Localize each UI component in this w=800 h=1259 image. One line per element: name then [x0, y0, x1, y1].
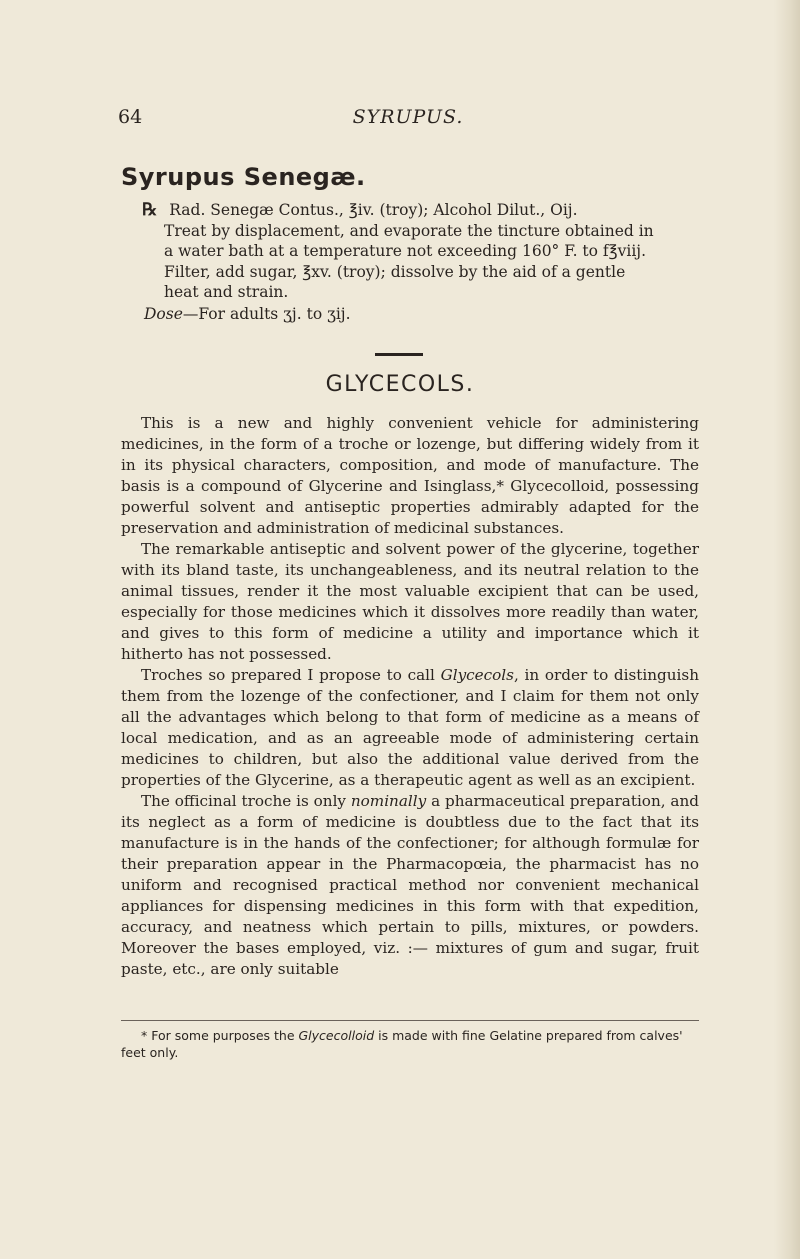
paragraph [121, 791, 699, 980]
recipe-line [142, 200, 702, 221]
page-number: 64 [118, 106, 143, 128]
dose-text: —For adults ʒj. to ʒij. [182, 305, 351, 323]
italic-term: nominally [350, 792, 427, 810]
recipe-body [142, 200, 702, 303]
paragraph: The remarkable antiseptic and solvent power of the glycerine, together with its bland taste, its unchangeableness, and its neutral relation to the animal tissues, render it the most valuable excipient that can be used, especially for those medicines which it dissolves more readily than water, and gives to this form of medicine a utility and importance which it hitherto has not possessed. [121, 540, 699, 663]
recipe-line: Treat by displacement, and evaporate the tincture obtained in [164, 221, 654, 240]
italic-term: Glycecols [440, 666, 514, 684]
recipe-line: heat and strain. [164, 283, 289, 301]
footnote [121, 1027, 699, 1061]
recipe-line: a water bath at a temperature not exceeding 160° F. to f℥viij. [164, 242, 647, 260]
paragraph: This is a new and highly convenient vehicle for administering medicines, in the form of a troche or lozenge, but differing widely from it in its physical characters, composition, and mode of manufacture. The basis is a compound of Glycerine and Isinglass,* Glycecolloid, possessing powerful solvent and antiseptic properties admirably adapted for the preservation and administration of medicinal substances. [121, 414, 699, 537]
section-title: GLYCECOLS. [325, 372, 475, 397]
text-run: , in order to distinguish them from the lozenge of the confectioner, and I claim for them not only all the advantages which belong to that form of medicine as a means of local medication, and as an agreeable mode of administering certain medicines to children, but also the additional value derived from the properties of the Glycerine, as a therapeutic agent as well as an excipient. [121, 666, 699, 789]
text-run: Troches so prepared I propose to call [141, 666, 441, 684]
dose-line [144, 305, 351, 323]
text-run: * For some purposes the [141, 1028, 299, 1043]
page-header [118, 106, 698, 134]
italic-term: Glycecolloid [298, 1028, 375, 1043]
text-run: a pharmaceutical preparation, and its neglect as a form of medicine is doubtless due to the fact that its manufacture is in the hands of the confectioner; for although formulæ for their preparation appear in the Pharmacopœia, the pharmacist has no uniform and recognised practical method nor convenient mechanical appliances for dispensing medicines in this form with that expedition, accuracy, and neatness which pertain to pills, mixtures, or powders. Moreover the bases employed, viz. :— mixtures of gum and sugar, fruit paste, etc., are only suitable [121, 792, 699, 978]
paragraph [121, 665, 699, 791]
recipe-line: Filter, add sugar, ℥xv. (troy); dissolve by the aid of a gentle [164, 262, 626, 281]
recipe-title: Syrupus Senegæ. [121, 163, 366, 191]
rx-symbol: ℞ [142, 200, 158, 220]
text-run: The officinal troche is only [141, 792, 351, 810]
footnote-rule [121, 1020, 699, 1021]
text-run: is made with fine Gelatine prepared from calves' feet only. [121, 1028, 683, 1060]
dose-label: Dose [144, 305, 183, 323]
running-title: SYRUPUS. [352, 106, 464, 128]
section-divider [375, 353, 423, 356]
page-edge-shadow [774, 0, 800, 1259]
recipe-ingredients: Rad. Senegæ Contus., ℥iv. (troy); Alcohol Dilut., Oij. [169, 201, 578, 219]
section-body [121, 413, 699, 980]
